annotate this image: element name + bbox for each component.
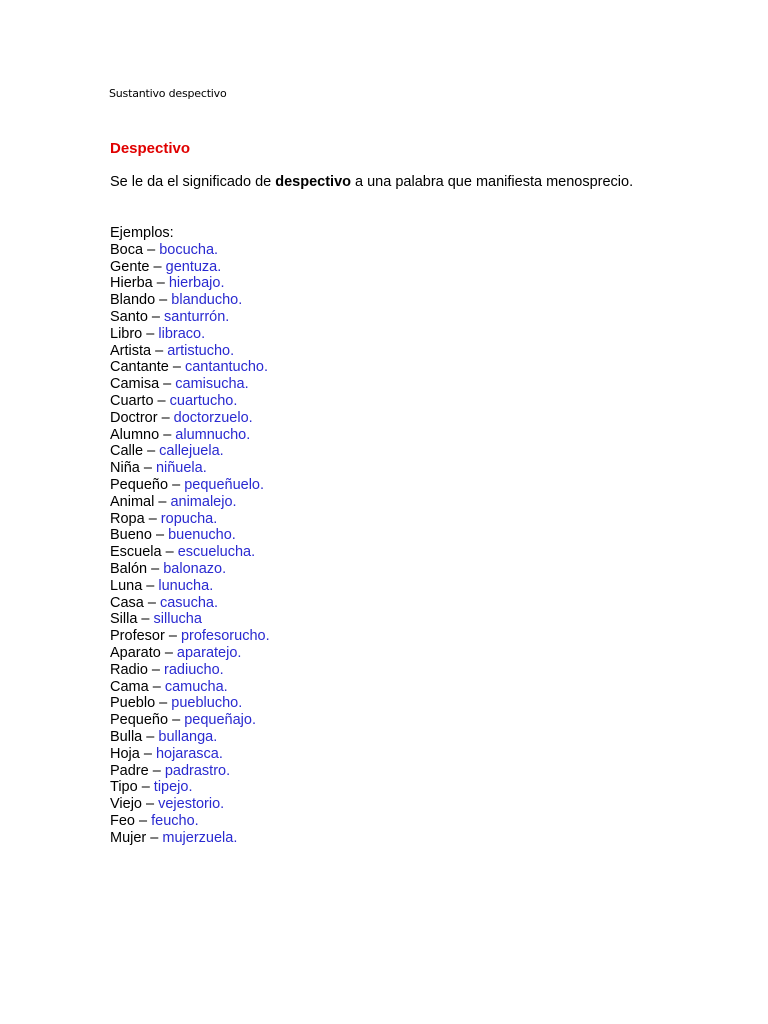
example-row [110, 259, 270, 276]
example-derived-word: callejuela [159, 443, 220, 460]
example-base-word: Feo [110, 812, 135, 829]
example-base-word: Viejo [110, 796, 142, 813]
example-separator: – [155, 695, 172, 712]
example-derived-word: niñuela [155, 460, 203, 477]
example-derived-word: santurrón [164, 308, 226, 325]
example-separator: – [159, 426, 176, 443]
example-end-mark: . [213, 510, 218, 527]
example-row [110, 242, 270, 259]
example-end-mark: . [218, 745, 223, 762]
example-row [110, 359, 270, 376]
example-derived-word: aparatejo [176, 644, 238, 661]
example-base-word: Cantante [110, 359, 169, 376]
example-separator: – [142, 325, 159, 342]
example-base-word: Santo [110, 308, 148, 325]
example-row [110, 611, 270, 628]
example-separator: – [148, 678, 165, 695]
example-derived-word: alumnucho [175, 426, 247, 443]
example-base-word: Pequeño [110, 476, 169, 493]
example-separator: – [143, 594, 160, 611]
example-row [110, 830, 270, 847]
example-row [110, 662, 270, 679]
example-row [110, 511, 270, 528]
example-end-mark: . [214, 594, 219, 611]
example-row [110, 544, 270, 561]
example-row [110, 393, 270, 410]
example-row [110, 779, 270, 796]
example-end-mark: . [237, 644, 242, 661]
example-separator: – [157, 409, 174, 426]
example-end-mark: . [246, 426, 251, 443]
example-separator: – [160, 644, 177, 661]
example-base-word: Balón [110, 560, 148, 577]
example-base-word: Ropa [110, 510, 145, 527]
example-rows [110, 242, 270, 847]
example-derived-word: padrastro [164, 762, 227, 779]
example-derived-word: balonazo [163, 560, 223, 577]
example-end-mark: . [223, 678, 228, 695]
example-derived-word: camucha [164, 678, 224, 695]
example-row [110, 628, 270, 645]
example-end-mark: . [219, 443, 224, 460]
example-separator: – [144, 510, 161, 527]
example-separator: – [151, 527, 169, 544]
example-row [110, 578, 270, 595]
example-row [110, 376, 270, 393]
example-derived-word: vejestorio [158, 796, 221, 813]
example-end-mark: . [217, 258, 222, 275]
example-base-word: Bueno [110, 527, 152, 544]
example-end-mark: . [232, 493, 237, 510]
example-row [110, 561, 270, 578]
example-derived-word: hojarasca [155, 745, 219, 762]
example-row [110, 343, 270, 360]
example-base-word: Blando [110, 292, 156, 309]
example-separator: – [168, 476, 185, 493]
example-end-mark: . [219, 661, 224, 678]
example-derived-word: cuartucho [169, 392, 234, 409]
example-separator: – [139, 745, 156, 762]
example-separator: – [143, 241, 160, 258]
example-end-mark: . [213, 728, 218, 745]
example-end-mark: . [238, 695, 243, 712]
example-row [110, 326, 270, 343]
example-base-word: Mujer [110, 829, 147, 846]
example-end-mark: . [194, 812, 199, 829]
example-derived-word: mujerzuela [162, 829, 234, 846]
example-end-mark: . [188, 779, 193, 796]
example-separator: – [168, 712, 185, 729]
example-derived-word: camisucha [175, 376, 245, 393]
example-derived-word: escuelucha [177, 544, 252, 561]
examples-list [110, 225, 270, 846]
example-derived-word: bullanga [158, 728, 214, 745]
example-end-mark: . [251, 544, 256, 561]
example-base-word: Calle [110, 443, 144, 460]
example-base-word: Animal [110, 493, 155, 510]
example-row [110, 595, 270, 612]
example-derived-word: profesorucho [180, 628, 266, 645]
example-separator: – [142, 577, 159, 594]
example-row [110, 679, 270, 696]
example-separator: – [147, 661, 165, 678]
example-base-word: Bulla [110, 728, 143, 745]
example-row [110, 729, 270, 746]
example-base-word: Artista [110, 342, 152, 359]
example-separator: – [152, 275, 169, 292]
examples-label: Ejemplos: [110, 225, 174, 241]
example-derived-word: libraco [158, 325, 202, 342]
example-row [110, 443, 270, 460]
example-row [110, 746, 270, 763]
example-end-mark: . [230, 342, 235, 359]
example-end-mark: . [225, 308, 230, 325]
example-separator: – [161, 544, 178, 561]
example-base-word: Casa [110, 594, 144, 611]
example-derived-word: lunucha [158, 577, 210, 594]
example-separator: – [142, 728, 159, 745]
example-row [110, 527, 270, 544]
example-separator: – [147, 308, 165, 325]
example-derived-word: doctorzuelo [173, 409, 249, 426]
example-separator: – [149, 258, 166, 275]
example-derived-word: ropucha [160, 510, 214, 527]
example-row [110, 427, 270, 444]
example-base-word: Camisa [110, 376, 160, 393]
example-base-word: Hierba [110, 275, 153, 292]
example-derived-word: feucho [151, 812, 195, 829]
example-end-mark: . [220, 796, 225, 813]
example-separator: – [154, 493, 171, 510]
example-row [110, 275, 270, 292]
example-derived-word: casucha [159, 594, 214, 611]
example-derived-word: hierbajo [168, 275, 221, 292]
example-base-word: Doctror [110, 409, 158, 426]
example-separator: – [159, 376, 176, 393]
example-end-mark: . [233, 829, 238, 846]
example-base-word: Luna [110, 577, 143, 594]
example-row [110, 494, 270, 511]
section-heading: Despectivo [110, 140, 191, 157]
example-end-mark: . [220, 275, 225, 292]
example-separator: – [155, 292, 172, 309]
example-end-mark: . [248, 409, 253, 426]
example-base-word: Cuarto [110, 392, 154, 409]
intro-paragraph [110, 173, 659, 191]
example-end-mark: . [251, 712, 256, 729]
example-row [110, 477, 270, 494]
example-base-word: Alumno [110, 426, 160, 443]
example-row [110, 712, 270, 729]
example-row [110, 695, 270, 712]
example-end-mark: . [222, 560, 227, 577]
example-derived-word: buenucho [168, 527, 232, 544]
example-end-mark: . [202, 460, 207, 477]
example-derived-word: gentuza [165, 258, 218, 275]
example-separator: – [164, 628, 181, 645]
example-derived-word: sillucha [153, 611, 202, 628]
document-header: Sustantivo despectivo [109, 87, 227, 100]
example-base-word: Pequeño [110, 712, 169, 729]
intro-text-start: Se le da el significado de [110, 174, 276, 190]
example-derived-word: pueblucho [171, 695, 239, 712]
intro-text-end: a una palabra que manifiesta menosprecio. [351, 174, 634, 190]
example-base-word: Libro [110, 325, 143, 342]
example-end-mark: . [214, 241, 219, 258]
example-row [110, 763, 270, 780]
example-base-word: Cama [110, 678, 149, 695]
example-derived-word: artistucho [167, 342, 231, 359]
example-row [110, 813, 270, 830]
example-base-word: Pueblo [110, 695, 156, 712]
example-derived-word: pequeñajo [184, 712, 252, 729]
example-base-word: Radio [110, 661, 148, 678]
example-base-word: Aparato [110, 644, 161, 661]
example-end-mark: . [231, 527, 236, 544]
example-derived-word: radiucho [164, 661, 220, 678]
example-row [110, 645, 270, 662]
example-end-mark: . [201, 325, 206, 342]
example-base-word: Tipo [110, 779, 138, 796]
example-end-mark: . [244, 376, 249, 393]
example-end-mark: . [260, 476, 265, 493]
example-base-word: Boca [110, 241, 144, 258]
example-separator: – [137, 611, 154, 628]
example-separator: – [141, 796, 159, 813]
example-separator: – [135, 812, 152, 829]
example-separator: – [147, 560, 164, 577]
example-base-word: Padre [110, 762, 149, 779]
example-derived-word: tipejo [153, 779, 189, 796]
example-end-mark: . [233, 392, 238, 409]
example-base-word: Profesor [110, 628, 165, 645]
intro-bold-term: despectivo [275, 174, 351, 190]
example-separator: – [143, 443, 160, 460]
example-row [110, 460, 270, 477]
example-derived-word: blanducho [171, 292, 239, 309]
example-row [110, 410, 270, 427]
example-derived-word: bocucha [159, 241, 215, 258]
example-row [110, 309, 270, 326]
example-base-word: Niña [110, 460, 140, 477]
example-separator: – [137, 779, 154, 796]
example-derived-word: animalejo [170, 493, 233, 510]
example-end-mark: . [226, 762, 231, 779]
example-end-mark: . [238, 292, 243, 309]
example-base-word: Gente [110, 258, 150, 275]
example-row [110, 796, 270, 813]
example-derived-word: cantantucho [184, 359, 264, 376]
example-end-mark: . [264, 359, 269, 376]
example-end-mark: . [209, 577, 214, 594]
example-separator: – [151, 342, 168, 359]
example-base-word: Hoja [110, 745, 140, 762]
example-separator: – [146, 829, 163, 846]
example-base-word: Escuela [110, 544, 162, 561]
example-base-word: Silla [110, 611, 138, 628]
example-separator: – [153, 392, 170, 409]
example-end-mark: . [265, 628, 270, 645]
example-separator: – [148, 762, 165, 779]
example-row [110, 292, 270, 309]
example-separator: – [168, 359, 185, 376]
example-derived-word: pequeñuelo [184, 476, 260, 493]
example-separator: – [139, 460, 156, 477]
